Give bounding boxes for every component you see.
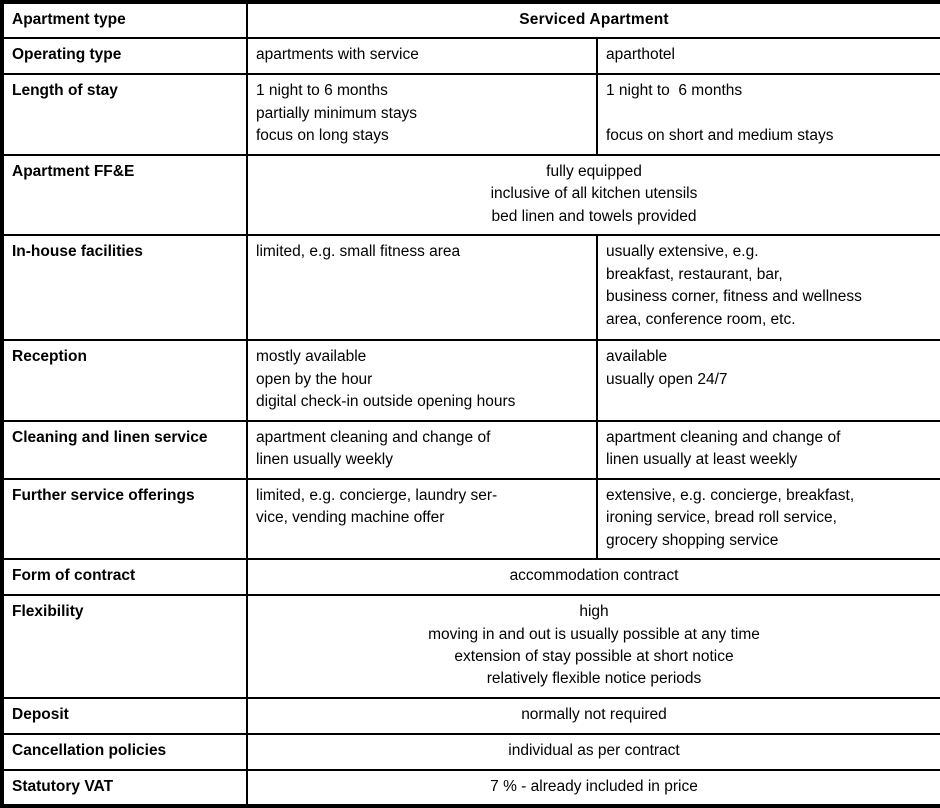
cell-line: digital check-in outside opening hours <box>256 393 516 411</box>
row-value-cell-aparthotel <box>597 479 940 559</box>
table-header-row <box>2 2 940 38</box>
table-row <box>2 698 940 734</box>
row-spanning-value-cell <box>247 734 940 770</box>
cell-line: partially minimum stays <box>256 104 418 122</box>
table-row <box>2 479 940 559</box>
row-label-cell: Form of contract <box>2 559 247 595</box>
cell-line: available <box>606 348 668 366</box>
row-spanning-value-cell <box>247 698 940 734</box>
cell-line: grocery shopping service <box>606 531 779 549</box>
table-row <box>2 155 940 235</box>
table-row <box>2 74 940 154</box>
cell-line: linen usually at least weekly <box>606 451 798 469</box>
cell-line: open by the hour <box>256 370 373 388</box>
cell-line: moving in and out is usually possible at any time <box>428 625 760 643</box>
cell-line: normally not required <box>521 705 667 723</box>
header-label-cell: Apartment type <box>2 2 247 38</box>
cell-line: relatively flexible notice periods <box>486 670 702 688</box>
row-label-cell: Operating type <box>2 38 247 74</box>
row-label-cell: In-house facilities <box>2 235 247 340</box>
cell-line: apartment cleaning and change of <box>256 428 491 446</box>
cell-line: mostly available <box>256 348 367 366</box>
cell-line: 1 night to 6 months <box>256 82 388 100</box>
cell-line: limited, e.g. small fitness area <box>256 243 461 261</box>
table-row <box>2 559 940 595</box>
row-spanning-value-cell <box>247 595 940 698</box>
row-label-cell: Length of stay <box>2 74 247 154</box>
row-value-cell-aparthotel <box>597 340 940 420</box>
row-label-cell: Statutory VAT <box>2 770 247 806</box>
row-value-cell-aparthotel <box>597 38 940 74</box>
cell-line: usually extensive, e.g. <box>606 243 759 261</box>
row-label-cell: Cleaning and linen service <box>2 421 247 479</box>
row-label-cell: Deposit <box>2 698 247 734</box>
cell-line: limited, e.g. concierge, laundry ser- <box>256 486 498 504</box>
row-value-cell-aparthotel <box>597 74 940 154</box>
cell-line: business corner, fitness and wellness <box>606 288 862 306</box>
row-value-cell-apartments-with-service <box>247 421 597 479</box>
cell-line: extension of stay possible at short notice <box>454 647 734 665</box>
row-value-cell-aparthotel <box>597 235 940 340</box>
row-spanning-value-cell <box>247 559 940 595</box>
table-row <box>2 421 940 479</box>
cell-line: individual as per contract <box>508 741 680 759</box>
row-value-cell-apartments-with-service <box>247 38 597 74</box>
cell-line: usually open 24/7 <box>606 370 728 388</box>
row-label-cell: Flexibility <box>2 595 247 698</box>
row-label-cell: Reception <box>2 340 247 420</box>
cell-line: vice, vending machine offer <box>256 509 445 527</box>
cell-line: area, conference room, etc. <box>606 310 796 328</box>
cell-line: ironing service, bread roll service, <box>606 509 837 527</box>
table-row <box>2 770 940 806</box>
cell-line: 1 night to 6 months <box>606 82 743 100</box>
cell-line: aparthotel <box>606 46 675 64</box>
table-body <box>2 2 940 806</box>
cell-line: high <box>579 603 609 621</box>
row-spanning-value-cell <box>247 155 940 235</box>
cell-line: accommodation contract <box>509 567 679 585</box>
table-row <box>2 235 940 340</box>
table-row <box>2 734 940 770</box>
table-row <box>2 340 940 420</box>
cell-line: bed linen and towels provided <box>491 207 697 225</box>
table-row <box>2 595 940 698</box>
cell-line: focus on short and medium stays <box>606 127 834 145</box>
cell-line: apartments with service <box>256 46 419 64</box>
cell-line: fully equipped <box>546 162 642 180</box>
row-label-cell: Apartment FF&E <box>2 155 247 235</box>
cell-line: focus on long stays <box>256 127 389 145</box>
row-value-cell-apartments-with-service <box>247 74 597 154</box>
cell-line: apartment cleaning and change of <box>606 428 841 446</box>
cell-line: inclusive of all kitchen utensils <box>490 185 698 203</box>
row-value-cell-apartments-with-service <box>247 340 597 420</box>
cell-line: linen usually weekly <box>256 451 393 469</box>
cell-line: breakfast, restaurant, bar, <box>606 265 783 283</box>
header-title-cell: Serviced Apartment <box>247 2 940 38</box>
row-spanning-value-cell <box>247 770 940 806</box>
row-value-cell-aparthotel <box>597 421 940 479</box>
row-label-cell: Cancellation policies <box>2 734 247 770</box>
row-label-cell: Further service offerings <box>2 479 247 559</box>
cell-line: extensive, e.g. concierge, breakfast, <box>606 486 855 504</box>
row-value-cell-apartments-with-service <box>247 479 597 559</box>
table-row <box>2 38 940 74</box>
cell-line: 7 % - already included in price <box>490 777 698 795</box>
row-value-cell-apartments-with-service <box>247 235 597 340</box>
